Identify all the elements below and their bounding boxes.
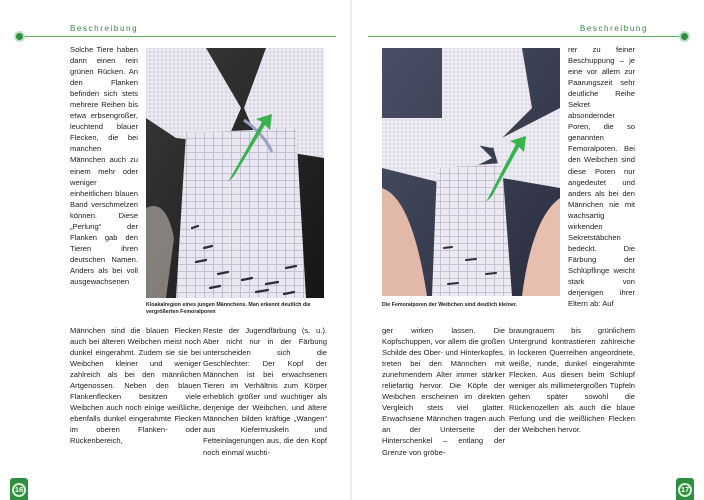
page-number: 17 (680, 485, 690, 494)
header-rule (22, 36, 336, 37)
text-column-2: Reste der Jugendfärbung (s. u.). Aber nicht nur in der Färbung unterscheiden sich die Geschlechter: Der Kopf der Männchen ist bei erwachsenen Tieren im Verhältnis zum Körper erheblich größer und wuchtiger als derjenige der Weibchen, und ältere Männchen bilden kräftige „Wangen“ aus Kiefermuskeln und Fetteinlagerungen aus, die den Kopf noch einmal wuchti- (203, 326, 327, 457)
lizard-underside-image (382, 48, 560, 296)
running-head: Beschreibung (70, 24, 139, 33)
photo-caption: Die Femoralporen der Weibchen sind deutlich kleiner. (382, 302, 518, 308)
photo-female-femoral-pores (382, 48, 560, 296)
header-bullet-icon (679, 31, 690, 42)
text-column-1: ger wirken lassen. Die Kopfschuppen, vor allem die großen Schilde des Ober- und Hinterkopfes, treten bei den Männchen mit zunehmendem Alter immer stärker reliefartig hervor. Die Köpfe der Weibchen erscheinen im direkten Vergleich stets viel glatter. Erwachsene Männchen tragen auch an der Unterseite der Hinterschenkel – entlang der Grenze von gröbe- (382, 326, 505, 457)
text-column-2: braungrauem bis grünlichem Untergrund kontrastieren zahlreiche in lockeren Querreihen angeordnete, weiße, runde, dunkel eingerahmte Flecken. Aus diesen beim Schlupf weniger als millimetergroßen Tüpfeln gehen später sowohl die Rückenozellen als auch die blaue Perlung und die weißlichen Flecken der Weibchen hervor. (509, 326, 635, 435)
running-head: Beschreibung (579, 24, 648, 33)
page-number: 16 (14, 485, 24, 494)
photo-male-cloacal-region (146, 48, 324, 298)
text-column-narrow: Solche Tiere haben dann einen rein grünen Rücken. An den Flanken befinden sich stets mehrere Reihen bis etwa erbsengroßer, leuchtend blauer Flecken, die bei manchen Männchen auch zu einem mehr oder weniger einheitlichen blauen Band verschmelzen können. Diese „Perlung“ der Flanken gab den Tieren ihren deutschen Namen. Anders als bei voll ausgewachsenen (70, 45, 138, 286)
text-column-narrow: rer zu feiner Beschuppung – je eine vor allem zur Paarungszeit sehr deutliche Reihe Sekret absondernder Poren, die so genannten Femoralporen. Bei den Weibchen sind diese Poren nur angedeutet und anders als bei den Männchen nie mit wachsartig wirkenden Sekretstäbchen bedeckt. Die Färbung der Schlüpflinge weicht stark von derjenigen ihrer Eltern ab: Auf (568, 45, 635, 309)
header-bullet-icon (14, 31, 25, 42)
text-column-1: Männchen sind die blauen Flecken auch bei älteren Weibchen meist noch dunkel eingerahmt. Zudem sie sie bei Weibchen kleiner und weniger zahlreich als bei den männlichen Artgenossen. Neben den blauen Flankenflecken besitzen viele Weibchen auch noch einige weißliche, ebenfalls dunkel eingerahmte Flecken im oberen Flanken- oder Rückenbereich, (70, 326, 201, 446)
lizard-underside-image (146, 48, 324, 298)
right-page (352, 0, 704, 500)
photo-caption: Kloakalregion eines jungen Männchens. Man erkennt deutlich die vergrößerten Femoralporen (146, 302, 311, 315)
header-rule (368, 36, 682, 37)
